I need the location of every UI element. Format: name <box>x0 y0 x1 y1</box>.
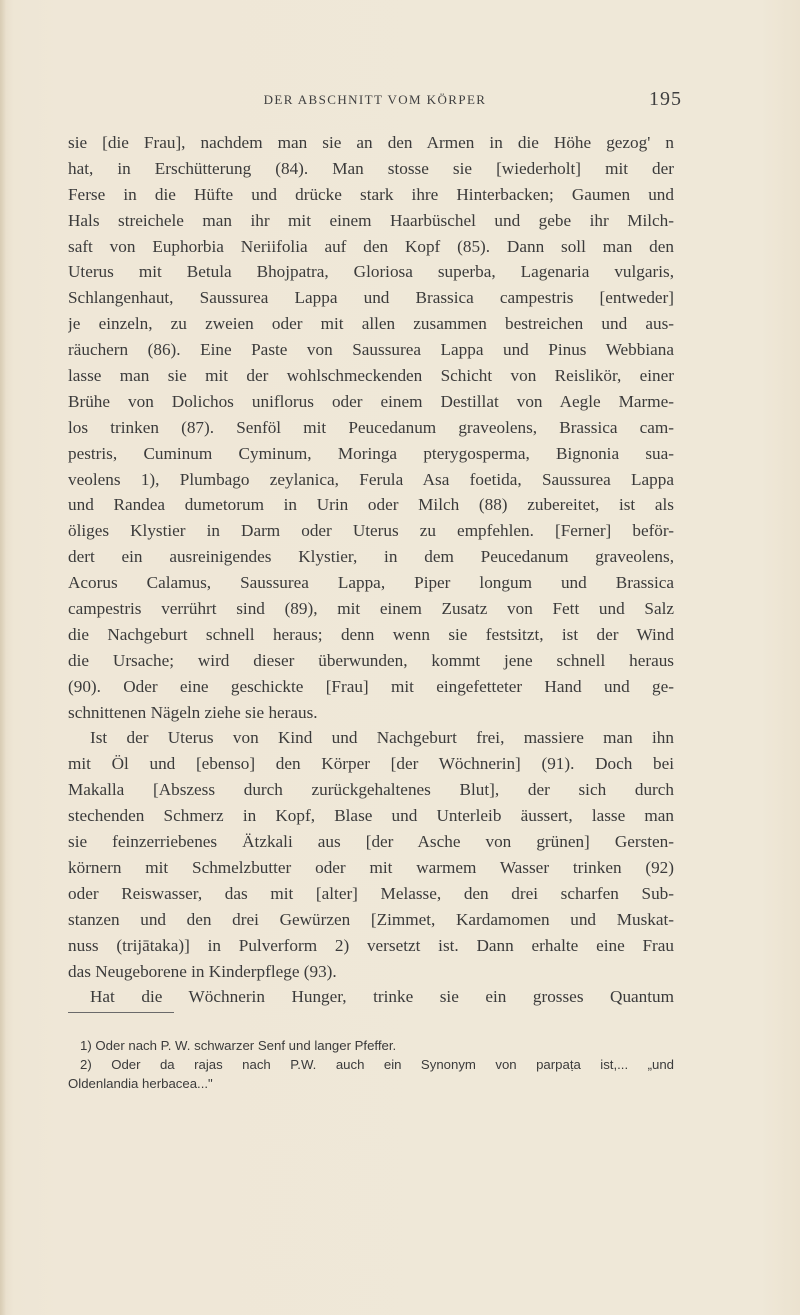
text-line: campestris verrührt sind (89), mit einem Zusatz von Fett und Salz <box>68 599 674 619</box>
text-line: saft von Euphorbia Neriifolia auf den Kopf (85). Dann soll man den <box>68 236 674 256</box>
footnote-2-continued: Oldenlandia herbacea..." <box>68 1076 213 1091</box>
text-line: veolens 1), Plumbago zeylanica, Ferula Asa foetida, Saussurea Lappa <box>68 469 674 489</box>
text-line: je einzeln, zu zweien oder mit allen zusammen bestreichen und aus- <box>68 314 674 334</box>
text-line: Brühe von Dolichos uniflorus oder einem Destillat von Aegle Marme- <box>68 391 674 411</box>
text-line: stanzen und den drei Gewürzen [Zimmet, Kardamomen und Muskat- <box>68 909 674 929</box>
body-text <box>68 130 674 1010</box>
text-line: mit Öl und [ebenso] den Körper [der Wöchnerin] (91). Doch bei <box>68 754 674 774</box>
text-line: Hals streichele man ihr mit einem Haarbüschel und gebe ihr Milch- <box>68 210 674 230</box>
text-line: die Nachgeburt schnell heraus; denn wenn sie festsitzt, ist der Wind <box>68 624 674 644</box>
page-edge-shadow <box>0 0 6 1315</box>
footnotes <box>68 1036 674 1093</box>
text-line: lasse man sie mit der wohlschmeckenden Schicht von Reislikör, einer <box>68 366 674 386</box>
running-head <box>68 88 682 112</box>
text-line: räuchern (86). Eine Paste von Saussurea Lappa und Pinus Webbiana <box>68 340 674 360</box>
text-line: dert ein ausreinigendes Klystier, in dem Peucedanum graveolens, <box>68 547 674 567</box>
text-line: das Neugeborene in Kinderpflege (93). <box>68 961 337 981</box>
text-line: und Randea dumetorum in Urin oder Milch (88) zubereitet, ist als <box>68 495 674 515</box>
text-line: Makalla [Abszess durch zurückgehaltenes Blut], der sich durch <box>68 780 674 800</box>
text-line: Schlangenhaut, Saussurea Lappa und Brassica campestris [entweder] <box>68 288 674 308</box>
text-line: Ferse in die Hüfte und drücke stark ihre Hinterbacken; Gaumen und <box>68 184 674 204</box>
text-line: öliges Klystier in Darm oder Uterus zu empfehlen. [Ferner] beför- <box>68 521 674 541</box>
text-line: Acorus Calamus, Saussurea Lappa, Piper longum und Brassica <box>68 573 674 593</box>
text-line: die Ursache; wird dieser überwunden, kommt jene schnell heraus <box>68 650 674 670</box>
text-line: hat, in Erschütterung (84). Man stosse sie [wiederholt] mit der <box>68 158 674 178</box>
footnote-2: 2) Oder da rajas nach P.W. auch ein Synonym von parpaṭa ist,... „und <box>80 1057 674 1072</box>
text-line: schnittenen Nägeln ziehe sie heraus. <box>68 702 318 722</box>
text-line: sie [die Frau], nachdem man sie an den Armen in die Höhe gezog' n <box>68 133 674 152</box>
text-line: pestris, Cuminum Cyminum, Moringa pterygosperma, Bignonia sua- <box>68 443 674 463</box>
text-line: stechenden Schmerz in Kopf, Blase und Unterleib äussert, lasse man <box>68 806 674 826</box>
text-line: Ist der Uterus von Kind und Nachgeburt frei, massiere man ihn <box>90 728 674 748</box>
text-line: sie feinzerriebenes Ätzkali aus [der Asche von grünen] Gersten- <box>68 832 674 852</box>
text-line: oder Reiswasser, das mit [alter] Melasse, den drei scharfen Sub- <box>68 883 674 903</box>
text-line: los trinken (87). Senföl mit Peucedanum graveolens, Brassica cam- <box>68 417 674 437</box>
text-line: Uterus mit Betula Bhojpatra, Gloriosa superba, Lagenaria vulgaris, <box>68 262 674 282</box>
text-line: körnern mit Schmelzbutter oder mit warmem Wasser trinken (92) <box>68 857 674 877</box>
footnote-1: 1) Oder nach P. W. schwarzer Senf und langer Pfeffer. <box>80 1038 397 1053</box>
text-line: (90). Oder eine geschickte [Frau] mit eingefetteter Hand und ge- <box>68 676 674 696</box>
text-line: nuss (trijātaka)] in Pulverform 2) versetzt ist. Dann erhalte eine Frau <box>68 935 674 955</box>
text-line: Hat die Wöchnerin Hunger, trinke sie ein grosses Quantum <box>90 987 674 1007</box>
running-head-title: DER ABSCHNITT VOM KÖRPER <box>263 92 487 107</box>
page-number: 195 <box>649 88 682 110</box>
footnote-rule <box>68 1012 174 1013</box>
